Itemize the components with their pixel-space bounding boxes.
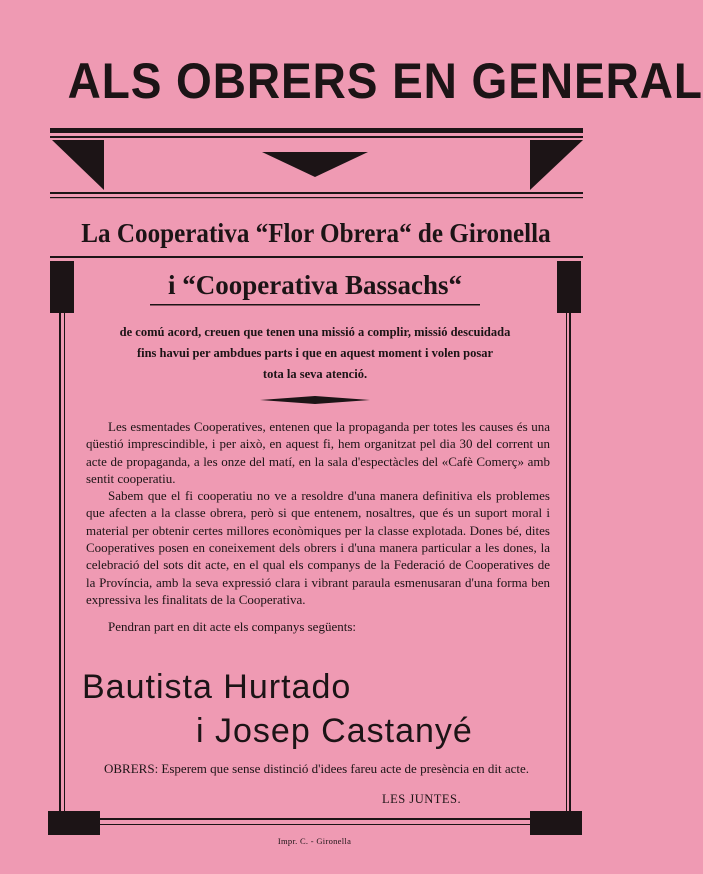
- intro-line: fins havui per ambdues parts i que en aquest moment i volen posar: [136, 346, 494, 360]
- cooperative-name-line: La Cooperativa “Flor Obrera“ de Gironella: [81, 218, 551, 248]
- closing-text: [82, 760, 552, 778]
- speaker-name: i Josep Castanyé: [196, 712, 473, 750]
- paragraph: Les esmentades Cooperatives, entenen que la propaganda per totes les causes és una qüestió imprescindible, i per això, en aquest fi, hem organitzat pel dia 30 del corrent un acte de propaganda, a les onze del matí, en la sala d'espectàcles del «Cafè Comerç» amb sentit cooperatiu.: [86, 419, 550, 486]
- intro-line: de comú acord, creuen que tenen una missió a complir, missió descuidada: [119, 325, 511, 339]
- paragraph: Pendran part en dit acte els companys següents:: [108, 619, 357, 635]
- closing-paragraph: OBRERS: Esperem que sense distinció d'idees fareu acte de presència en dit acte.: [104, 761, 530, 776]
- cooperative-second-line: i “Cooperativa Bassachs“: [167, 270, 462, 300]
- body-text: [86, 418, 550, 636]
- printer-imprint: Impr. C. - Gironella: [277, 836, 352, 846]
- signature: LES JUNTES.: [382, 792, 462, 806]
- intro-text: [78, 322, 552, 385]
- intro-line: tota la seva atenció.: [262, 367, 368, 381]
- speaker-name: Bautista Hurtado: [82, 668, 352, 706]
- poster-title: ALS OBRERS EN GENERAL: [67, 53, 703, 109]
- paragraph: Sabem que el fi cooperatiu no ve a resoldre d'una manera definitiva els problemes que afecten a la classe obrera, però si que entenem, nosaltres, que és un suport moral i material per obtenir certes millores econòmiques per la classe explotada. Dones bé, dites Cooperatives posen en coneixement dels obrers i d'una manera particular a les dones, la celebració del sots dit acte, en el qual els companys de la Federació de Cooperatives de la Província, amb la seva expressió clara i vibrant paraula esmenusaran d'una forma ben expressiva les finalitats de la Cooperativa.: [86, 488, 550, 607]
